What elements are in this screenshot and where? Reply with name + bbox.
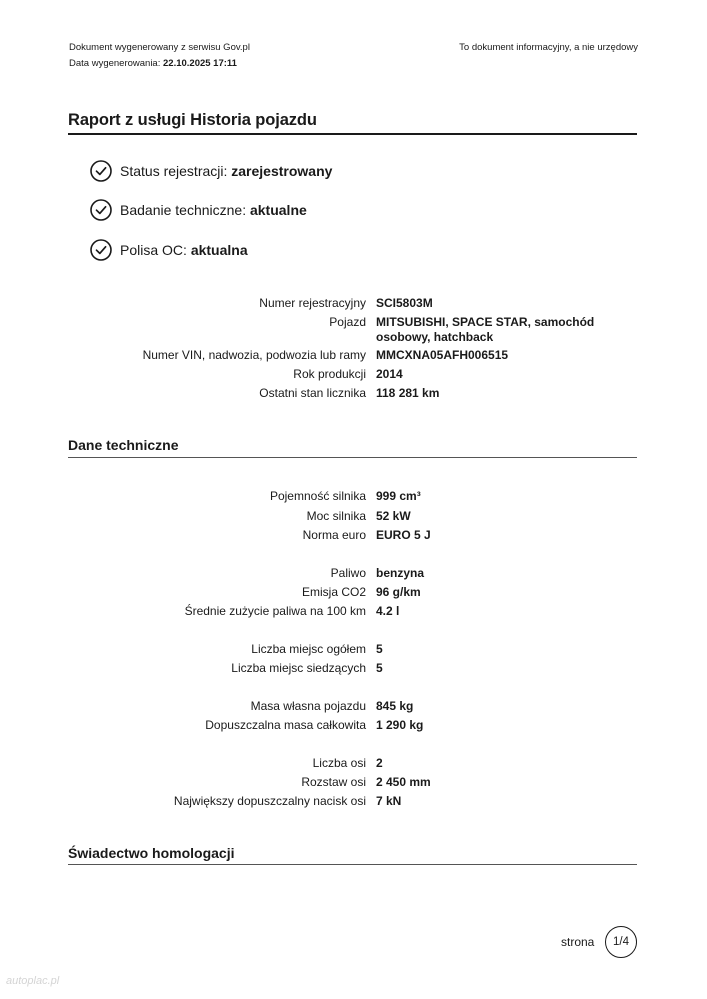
field-value: 1 290 kg [376,718,424,732]
status-registration [90,158,332,184]
field-label: Numer rejestracyjny [259,296,366,310]
check-circle-icon [90,160,112,182]
field-label: Największy dopuszczalny nacisk osi [173,794,366,808]
field-label: Numer VIN, nadwozia, podwozia lub ramy [142,348,366,362]
field-value: 7 kN [376,794,402,808]
check-circle-icon [90,239,112,261]
disclaimer-text: To dokument informacyjny, a nie urzędowy [459,42,638,53]
field-value: 2 [376,756,383,770]
field-value: MITSUBISHI, SPACE STAR, samochód osobowy, hatchback [376,315,595,344]
field-value: 5 [376,661,383,675]
field-value: 4.2 l [376,604,400,618]
field-value: 52 kW [376,509,411,523]
generation-date-value: 22.10.2025 17:11 [163,58,237,69]
generation-date [69,56,250,72]
title-divider [68,133,637,135]
watermark: autoplac.pl [6,975,60,987]
status-value: aktualne [249,202,307,218]
field-label: Emisja CO2 [301,585,366,599]
field-label: Liczba osi [312,756,366,770]
status-label: Polisa OC: [120,242,187,258]
field-label: Średnie zużycie paliwa na 100 km [184,604,366,618]
field-label: Dopuszczalna masa całkowita [205,718,366,732]
field-value: MMCXNA05AFH006515 [376,348,509,362]
check-circle-icon [90,199,112,221]
field-label: Masa własna pojazdu [250,699,366,713]
field-value: SCI5803M [376,296,433,310]
field-label: Rozstaw osi [301,775,366,789]
field-label: Ostatni stan licznika [259,386,366,400]
page-number: 1/4 [613,936,629,948]
field-value: EURO 5 J [376,528,431,542]
field-label: Norma euro [302,528,366,542]
field-value: 999 cm³ [376,489,421,503]
section-divider [68,457,637,458]
field-label: Paliwo [330,566,366,580]
section-divider [68,864,637,865]
section-title-homologation: Świadectwo homologacji [68,845,235,861]
status-inspection [90,197,307,223]
field-label: Liczba miejsc siedzących [231,661,366,675]
status-label: Badanie techniczne: [120,202,247,218]
field-value: 118 281 km [376,386,440,400]
field-value: 5 [376,642,383,656]
page-number-badge [605,926,637,958]
source-text: Dokument wygenerowany z serwisu Gov.pl [69,42,250,53]
generation-date-label: Data wygenerowania: [69,58,161,69]
status-insurance [90,237,248,263]
field-value: 2014 [376,367,403,381]
field-label: Pojemność silnika [269,489,366,503]
field-value: 845 kg [376,699,414,713]
status-label: Status rejestracji: [120,163,228,179]
status-value: zarejestrowany [231,163,333,179]
status-value: aktualna [190,242,248,258]
field-value: 96 g/km [376,585,421,599]
field-label: Rok produkcji [293,367,366,381]
page-label: strona [561,935,595,949]
field-label: Liczba miejsc ogółem [251,642,366,656]
document-header-left [69,40,250,72]
field-value: 2 450 mm [376,775,431,789]
report-title: Raport z usługi Historia pojazdu [68,111,317,129]
field-label: Moc silnika [306,509,366,523]
section-title-technical: Dane techniczne [68,437,179,453]
field-value: benzyna [376,566,425,580]
field-label: Pojazd [329,315,366,329]
